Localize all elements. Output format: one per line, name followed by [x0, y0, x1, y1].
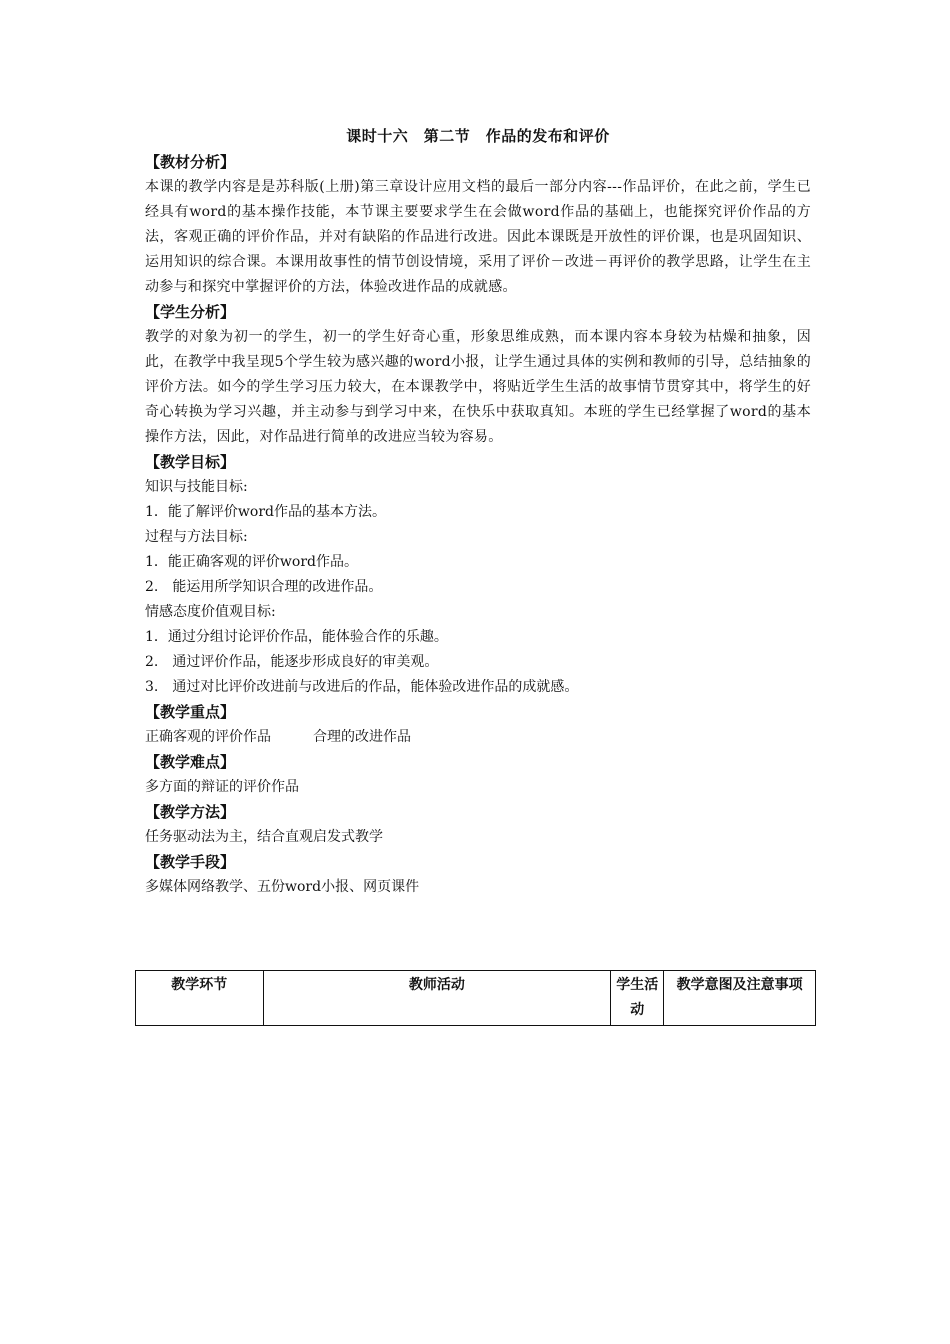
table-header-cell: 教学意图及注意事项 [664, 971, 816, 1026]
section-heading-key-points: 【教学重点】 [145, 703, 236, 721]
emotion-goal-item: 2. 通过评价作品，能逐步形成良好的审美观。 [145, 654, 439, 670]
emotion-goal-label: 情感态度价值观目标: [145, 604, 276, 620]
section-heading-students: 【学生分析】 [145, 303, 236, 321]
difficulties-text: 多方面的辩证的评价作品 [145, 779, 299, 795]
table-header-cell: 教学环节 [136, 971, 264, 1026]
student-analysis-text: 教学的对象为初一的学生，初一的学生好奇心重，形象思维成熟，而本课内容本身较为枯燥和抽象，因此，在教学中我呈现5个学生较为感兴趣的word小报，让学生通过具体的实例和教师的引导，总结抽象的评价方法。如今的学生学习压力较大，在本课教学中，将贴近学生生活的故事情节贯穿其中，将学生的好奇心转换为学习兴趣，并主动参与到学习中来，在快乐中获取真知。本班的学生已经掌握了word的基本操作方法，因此，对作品进行简单的改进应当较为容易。 [145, 329, 811, 445]
table-header-cell: 学生活动 [611, 971, 664, 1026]
document-title: 课时十六 第二节 作品的发布和评价 [346, 127, 610, 145]
process-goal-label: 过程与方法目标: [145, 529, 248, 545]
table-header-cell: 教师活动 [263, 971, 611, 1026]
knowledge-goal-item: 1．能了解评价word作品的基本方法。 [145, 504, 386, 520]
means-text: 多媒体网络教学、五份word小报、网页课件 [145, 879, 420, 895]
section-heading-means: 【教学手段】 [145, 853, 236, 871]
document-body [145, 150, 811, 900]
section-heading-difficulties: 【教学难点】 [145, 753, 236, 771]
key-points-text: 正确客观的评价作品 合理的改进作品 [145, 729, 411, 745]
section-heading-methods: 【教学方法】 [145, 803, 236, 821]
section-heading-goals: 【教学目标】 [145, 453, 236, 471]
table-header-row [136, 971, 816, 1026]
methods-text: 任务驱动法为主，结合直观启发式教学 [145, 829, 383, 845]
emotion-goal-item: 3. 通过对比评价改进前与改进后的作品，能体验改进作品的成就感。 [145, 679, 579, 695]
section-heading-material: 【教材分析】 [145, 153, 236, 171]
lesson-plan-table [135, 970, 816, 1026]
process-goal-item: 1．能正确客观的评价word作品。 [145, 554, 358, 570]
material-analysis-text: 本课的教学内容是是苏科版(上册)第三章设计应用文档的最后一部分内容---作品评价，在此之前，学生已经具有word的基本操作技能，本节课主要要求学生在会做word作品的基础上，也能探究评价作品的方法，客观正确的评价作品，并对有缺陷的作品进行改进。因此本课既是开放性的评价课，也是巩固知识、运用知识的综合课。本课用故事性的情节创设情境，采用了评价－改进－再评价的教学思路，让学生在主动参与和探究中掌握评价的方法，体验改进作品的成就感。 [145, 179, 811, 295]
process-goal-item: 2. 能运用所学知识合理的改进作品。 [145, 579, 383, 595]
emotion-goal-item: 1．通过分组讨论评价作品，能体验合作的乐趣。 [145, 629, 448, 645]
knowledge-goal-label: 知识与技能目标: [145, 479, 248, 495]
